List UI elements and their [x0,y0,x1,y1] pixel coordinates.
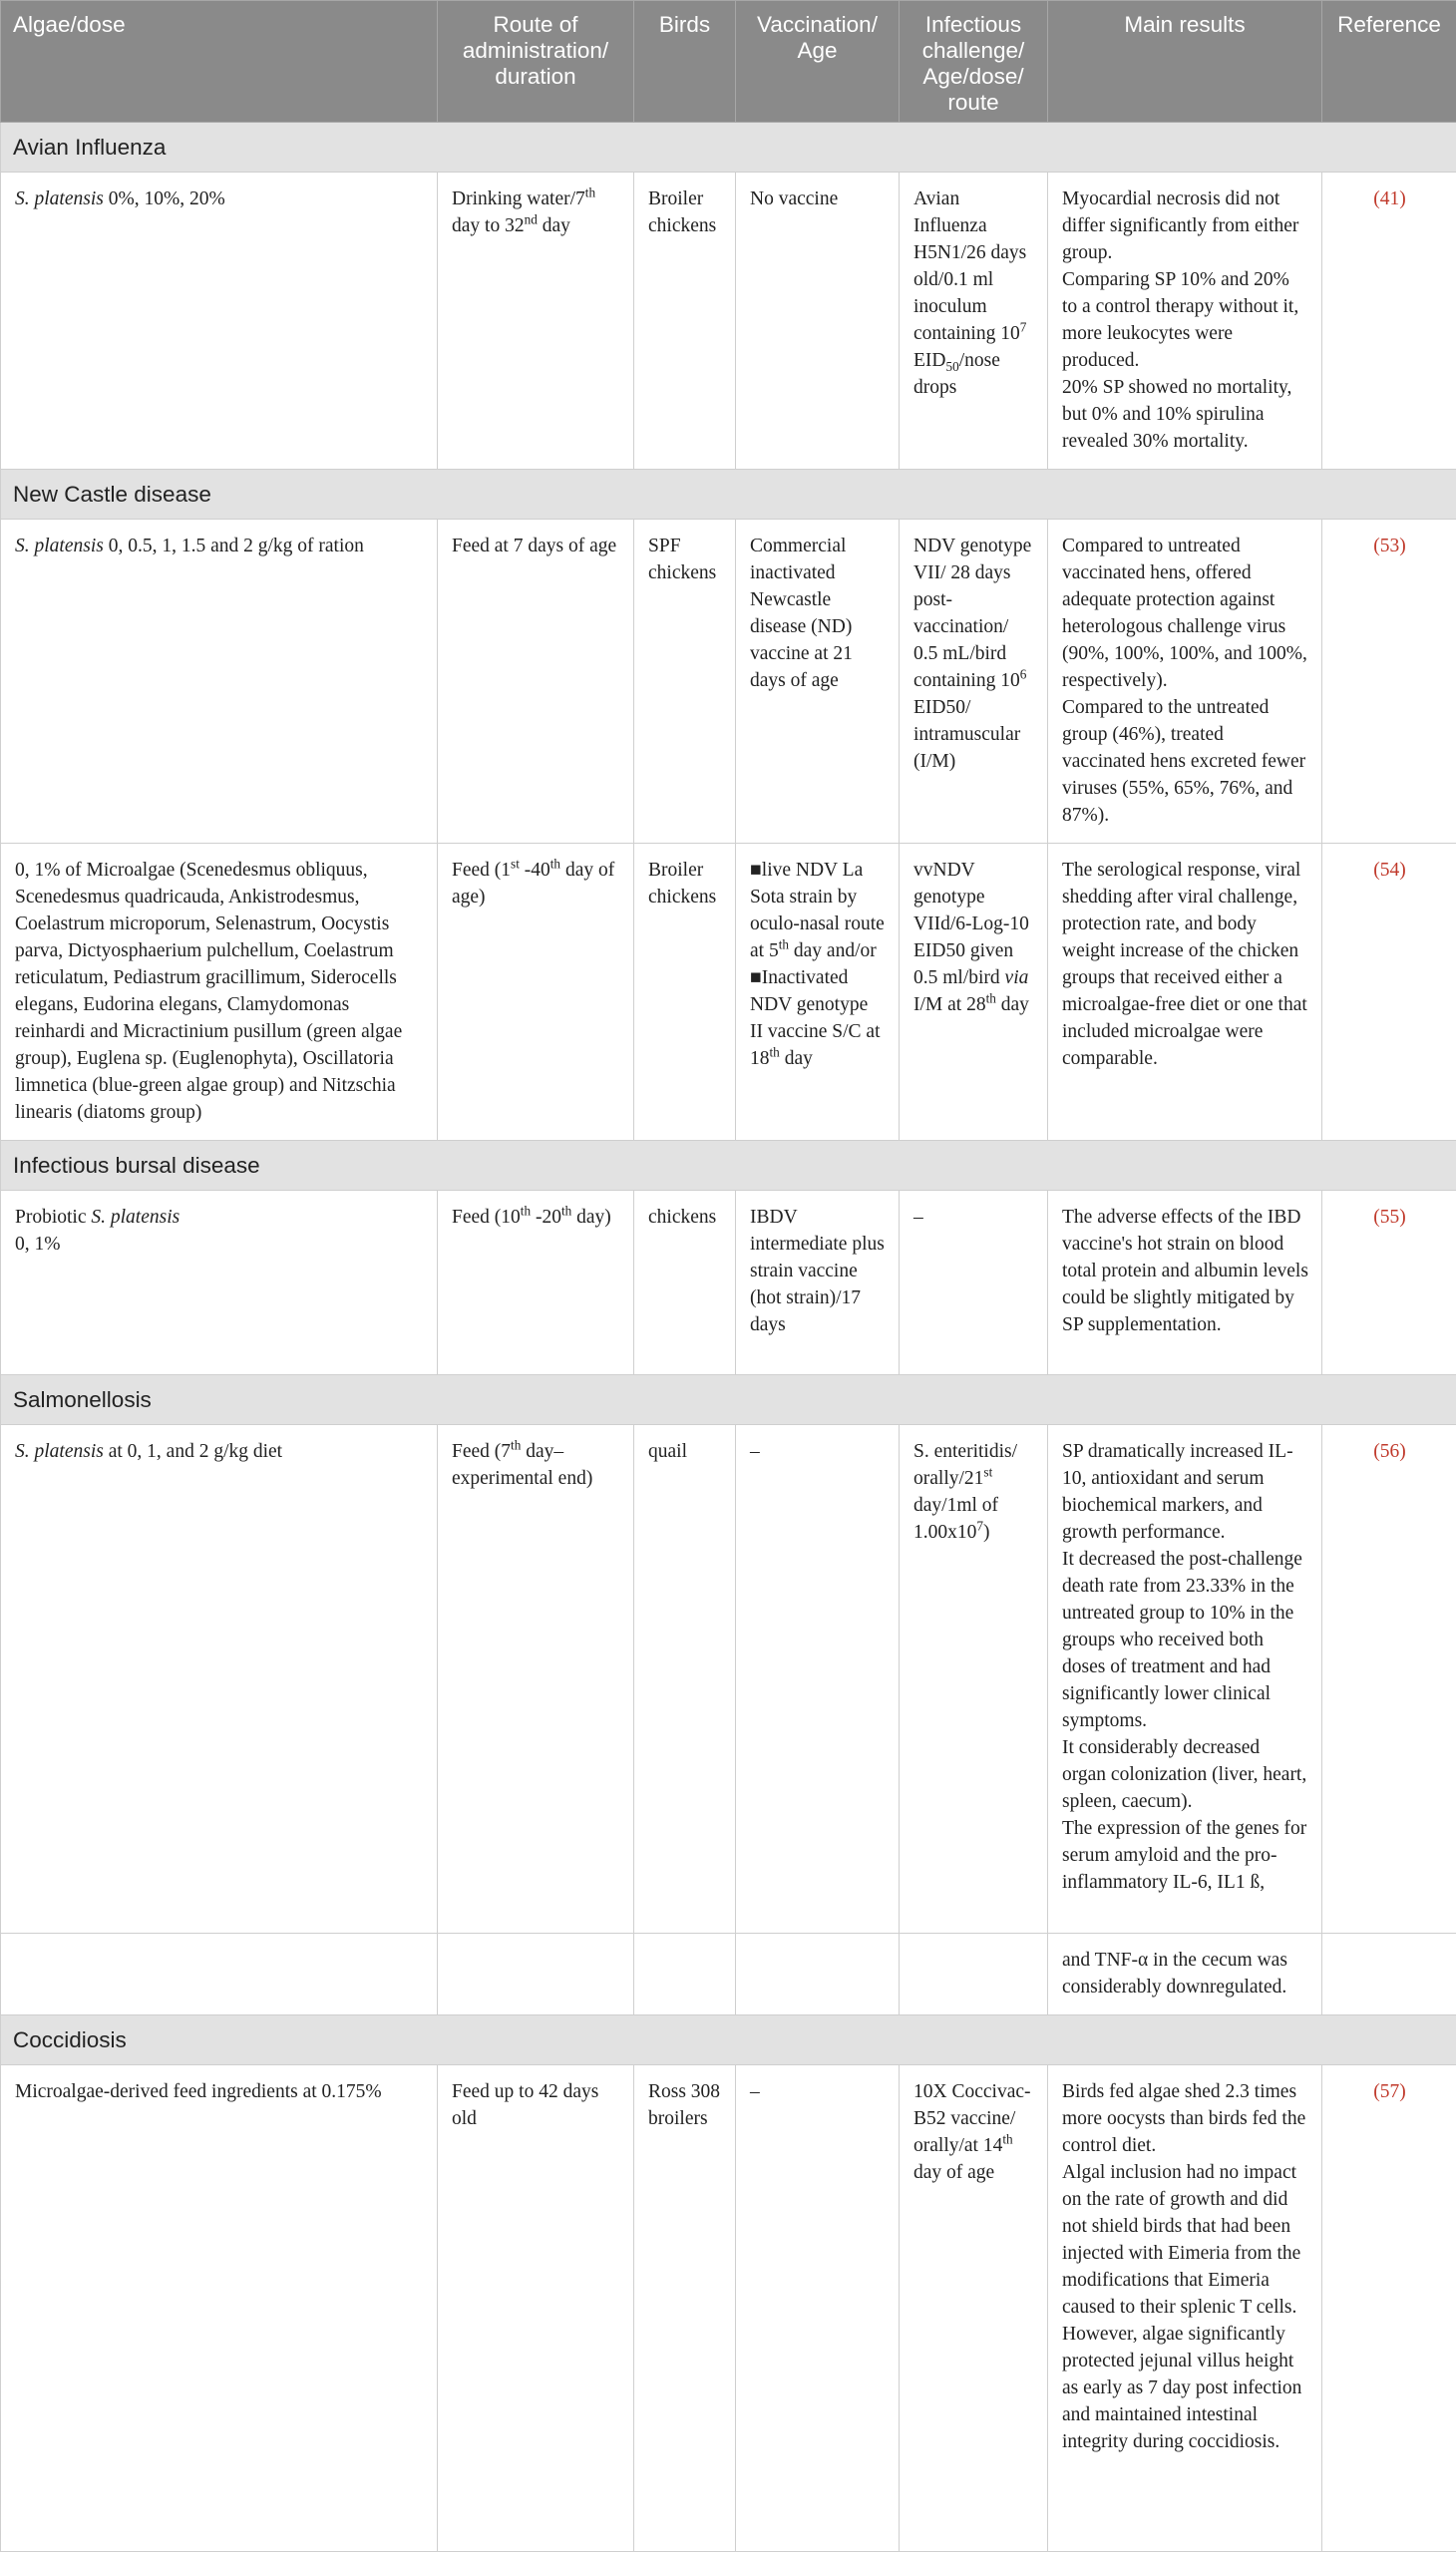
cell-reference [1322,173,1456,470]
header-row [1,1,1456,123]
cell-empty [634,1934,736,2015]
cell-algae-dose: Microalgae-derived feed ingredients at 0.175% [1,2065,438,2552]
result-line: Algal inclusion had no impact on the rate of growth and did not shield birds that had been injected with Eimeria from the modifications that Eimeria caused to their splenic T cells. [1062,2159,1308,2321]
result-line: Birds fed algae shed 2.3 times more oocysts than birds fed the control diet. [1062,2078,1308,2159]
cell-vaccination: Commercial inactivated Newcastle disease (ND) vaccine at 21 days of age [736,520,900,844]
cell-empty [1,1934,438,2015]
cell-birds: chickens [634,1191,736,1375]
cell-vaccination: No vaccine [736,173,900,470]
cell-results [1048,844,1322,1141]
table-row-continuation [1,1934,1456,2015]
cell-birds: SPF chickens [634,520,736,844]
dose-text: 0, 0.5, 1, 1.5 and 2 g/kg of ration [109,536,364,556]
reference-link[interactable]: (55) [1373,1207,1406,1228]
cell-vaccination: – [736,1425,900,1934]
cell-empty [1322,1934,1456,2015]
cell-reference [1322,1425,1456,1934]
cell-challenge: 10X Coccivac-B52 vaccine/ orally/at 14th day of age [900,2065,1048,2552]
cell-vaccination: – [736,2065,900,2552]
vaccine-item: ■Inactivated NDV genotype II vaccine S/C at 18th day [750,964,886,1072]
result-line: The adverse effects of the IBD vaccine's hot strain on blood total protein and albumin levels could be slightly mitigated by SP supplementation. [1062,1204,1308,1338]
result-line: Compared to untreated vaccinated hens, offered adequate protection against heterologous challenge virus (90%, 100%, 100%, and 100%, respectively). [1062,533,1308,694]
cell-birds: Broiler chickens [634,173,736,470]
result-line: It considerably decreased organ colonization (liver, heart, spleen, caecum). [1062,1734,1308,1815]
result-line: However, algae significantly protected jejunal villus height as early as 7 day post infection and maintained intestinal integrity during coccidiosis. [1062,2321,1308,2455]
cell-birds: Ross 308 broilers [634,2065,736,2552]
cell-route: Feed (10th -20th day) [438,1191,634,1375]
col-header-route: Route of administration/ duration [438,1,634,123]
species-name: S. platensis [91,1207,180,1228]
col-header-vaccination: Vaccination/ Age [736,1,900,123]
cell-route: Drinking water/7th day to 32nd day [438,173,634,470]
species-name: S. platensis [15,536,104,556]
cell-challenge: vvNDV genotype VIId/6-Log-10 EID50 given 0.5 ml/bird via I/M at 28th day [900,844,1048,1141]
section-row [1,1141,1456,1191]
result-line: The expression of the genes for serum amyloid and the pro-inflammatory IL-6, IL1 ß, [1062,1815,1308,1896]
cell-results [1048,2065,1322,2552]
result-line: Myocardial necrosis did not differ significantly from either group. [1062,185,1308,266]
section-row [1,1375,1456,1425]
reference-link[interactable]: (41) [1373,188,1406,209]
reference-link[interactable]: (57) [1373,2081,1406,2102]
table-row [1,1191,1456,1375]
cell-reference [1322,520,1456,844]
cell-route: Feed at 7 days of age [438,520,634,844]
reference-link[interactable]: (54) [1373,860,1406,881]
section-row [1,2015,1456,2065]
cell-algae-dose [1,520,438,844]
cell-reference [1322,1191,1456,1375]
cell-birds: quail [634,1425,736,1934]
cell-algae-dose: 0, 1% of Microalgae (Scenedesmus obliquus, Scenedesmus quadricauda, Ankistrodesmus, Coelastrum microporum, Selenastrum, Oocystis parva, Dictyosphaerium pulchellum, Coelastrum reticulatum, Pediastrum gracillimum, Siderocells elegans, Eudorina elegans, Clamydomonas reinhardi and Micractinium pusillum (green algae group), Euglena sp. (Euglenophyta), Oscillatoria limnetica (blue-green algae group) and Nitzschia linearis (diatoms group) [1,844,438,1141]
cell-reference [1322,844,1456,1141]
cell-results [1048,1191,1322,1375]
section-title-salmonellosis: Salmonellosis [1,1375,1456,1425]
table-row [1,520,1456,844]
table-row [1,173,1456,470]
reference-link[interactable]: (56) [1373,1441,1406,1462]
col-header-algae-dose: Algae/dose [1,1,438,123]
result-line: 20% SP showed no mortality, but 0% and 10% spirulina revealed 30% mortality. [1062,374,1308,455]
col-header-birds: Birds [634,1,736,123]
cell-results [1048,173,1322,470]
section-row [1,470,1456,520]
cell-vaccination [736,844,900,1141]
species-name: S. platensis [15,1441,104,1462]
result-line: SP dramatically increased IL-10, antioxidant and serum biochemical markers, and growth performance. [1062,1438,1308,1546]
cell-results-continuation: and TNF-α in the cecum was considerably downregulated. [1048,1934,1322,2015]
section-title-infectious-bursal: Infectious bursal disease [1,1141,1456,1191]
cell-reference [1322,2065,1456,2552]
prefix-text: Probiotic [15,1207,87,1228]
cell-results [1048,520,1322,844]
cell-vaccination: IBDV intermediate plus strain vaccine (hot strain)/17 days [736,1191,900,1375]
vaccine-item: ■live NDV La Sota strain by oculo-nasal route at 5th day and/or [750,857,886,964]
cell-route: Feed (7th day– experimental end) [438,1425,634,1934]
cell-algae-dose [1,173,438,470]
cell-empty [900,1934,1048,2015]
result-line: It decreased the post-challenge death rate from 23.33% in the untreated group to 10% in the groups who received both doses of treatment and had significantly lower clinical symptoms. [1062,1546,1308,1734]
cell-algae-dose [1,1425,438,1934]
species-name: S. platensis [15,188,104,209]
col-header-reference: Reference [1322,1,1456,123]
result-line: Compared to the untreated group (46%), treated vaccinated hens excreted fewer viruses (55%, 65%, 76%, and 87%). [1062,694,1308,829]
table-row [1,844,1456,1141]
section-title-coccidiosis: Coccidiosis [1,2015,1456,2065]
cell-route: Feed up to 42 days old [438,2065,634,2552]
cell-challenge: Avian Influenza H5N1/26 days old/0.1 ml inoculum containing $10^7$ $EID_{50}$/nose drops [900,173,1048,470]
col-header-results: Main results [1048,1,1322,123]
cell-challenge: NDV genotype VII/ 28 days post-vaccination/ 0.5 mL/bird containing $10^6$ EID50/ intramuscular (I/M) [900,520,1048,844]
cell-algae-dose [1,1191,438,1375]
table-row [1,2065,1456,2552]
col-header-challenge: Infectious challenge/ Age/dose/ route [900,1,1048,123]
dose-text: 0, 1% [15,1231,424,1258]
section-title-new-castle: New Castle disease [1,470,1456,520]
cell-birds: Broiler chickens [634,844,736,1141]
reference-link[interactable]: (53) [1373,536,1406,556]
dose-text: at 0, 1, and 2 g/kg diet [109,1441,282,1462]
cell-challenge: – [900,1191,1048,1375]
cell-empty [736,1934,900,2015]
section-row [1,123,1456,173]
result-line: Comparing SP 10% and 20% to a control therapy without it, more leukocytes were produced. [1062,266,1308,374]
cell-challenge: S. enteritidis/ orally/21st day/1ml of $1.00x10^7$) [900,1425,1048,1934]
cell-empty [438,1934,634,2015]
dose-text: 0%, 10%, 20% [109,188,225,209]
result-line: The serological response, viral shedding after viral challenge, protection rate, and body weight increase of the chicken groups that received either a microalgae-free diet or one that included microalgae were comparable. [1062,857,1308,1072]
cell-results [1048,1425,1322,1934]
section-title-avian-influenza: Avian Influenza [1,123,1456,173]
table-row [1,1425,1456,1934]
cell-route: Feed (1st -40th day of age) [438,844,634,1141]
